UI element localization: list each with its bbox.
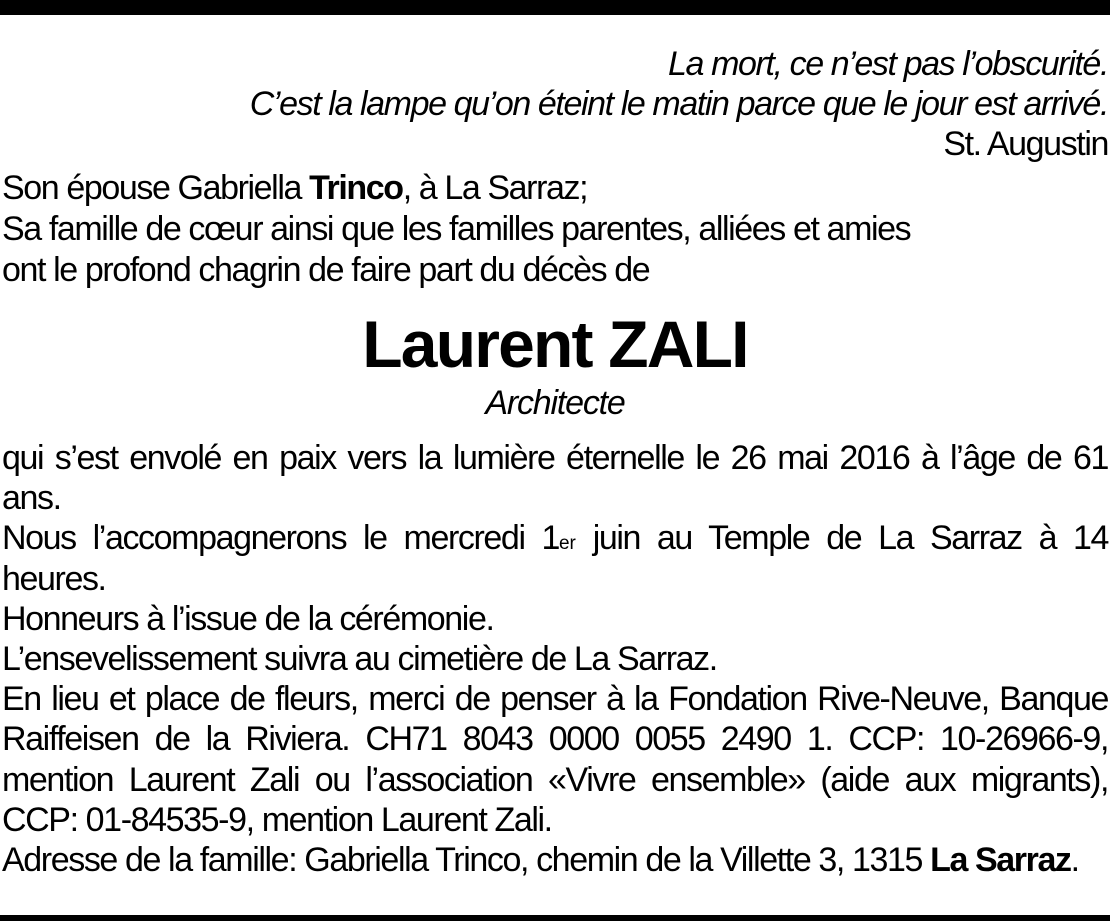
body-paragraph-donations: En lieu et place de fleurs, merci de penser à la Fondation Rive-Neuve, Banque Raiffeisen de la Riviera. CH71 8043 0000 0055 2490 1. CCP: 10-26966-9, mention Laurent Zali ou l’association «Vivre ensemble» (aide aux migrants), CCP: 01-84535-9, mention Laurent Zali. <box>2 680 1108 839</box>
body-paragraph-honours: Honneurs à l’issue de la cérémonie. <box>2 599 494 638</box>
address-end: . <box>1070 841 1079 880</box>
body-paragraph-ceremony <box>2 518 1108 598</box>
intro-spouse-suffix: , à La Sarraz; <box>402 169 588 207</box>
quote-line-2: C’est la lampe qu’on éteint le matin parce que le jour est arrivé. <box>249 85 1108 123</box>
announcement-intro <box>2 168 1110 291</box>
deceased-name-block <box>0 306 1110 424</box>
body-paragraph-passing: qui s’est envolé en paix vers la lumière éternelle le 26 mai 2016 à l’âge de 61 ans. <box>2 439 1108 518</box>
body-paragraph-burial: L’ensevelissement suivra au cimetière de La Sarraz. <box>2 640 717 679</box>
address-town: La Sarraz <box>930 841 1071 880</box>
intro-spouse-prefix: Son épouse Gabriella <box>2 169 310 207</box>
ceremony-text-start: Nous l’accompagnerons le mercredi 1 <box>2 519 559 558</box>
body-paragraph-family-address <box>2 840 1108 880</box>
ordinal-suffix: er <box>558 533 576 555</box>
top-border-rule <box>0 0 1110 15</box>
intro-line-spouse <box>2 168 1110 209</box>
bottom-border-rule <box>0 915 1110 921</box>
quote-author: St. Augustin <box>943 125 1108 163</box>
deceased-profession: Architecte <box>485 384 625 422</box>
intro-line-family: Sa famille de cœur ainsi que les familles parentes, alliées et amies <box>2 210 911 248</box>
intro-line-announcement: ont le profond chagrin de faire part du décès de <box>2 251 650 289</box>
address-text: Adresse de la famille: Gabriella Trinco, chemin de la Villette 3, 1315 <box>2 841 931 880</box>
quote-line-1: La mort, ce n’est pas l’obscurité. <box>668 45 1108 83</box>
ceremony-text-end: juin au Temple de La Sarraz à 14 heures. <box>2 519 1108 598</box>
announcement-body <box>2 438 1108 880</box>
deceased-name: Laurent ZALI <box>362 307 748 381</box>
epigraph-quote <box>8 44 1108 164</box>
intro-spouse-surname: Trinco <box>309 169 403 207</box>
